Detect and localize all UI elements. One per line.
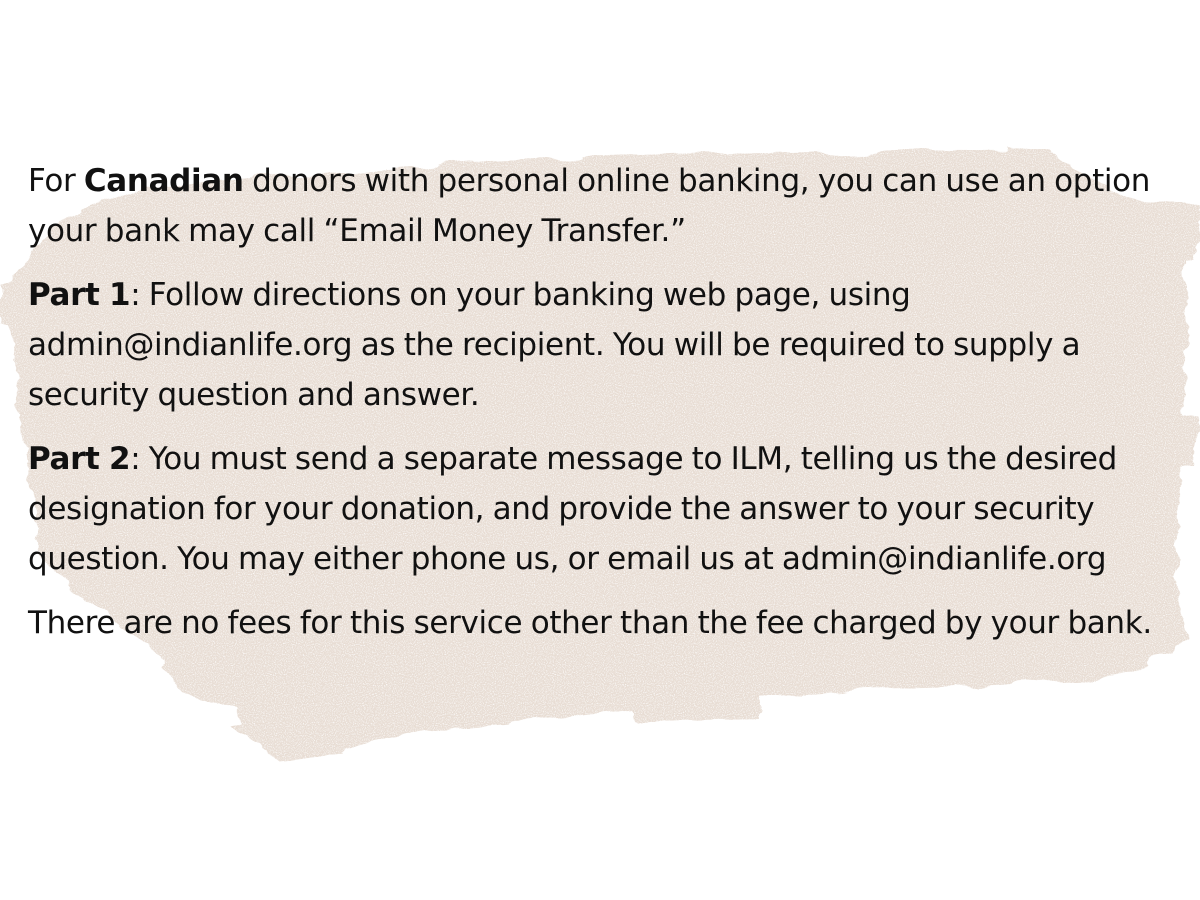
part-2-label: Part 2 [28, 441, 131, 477]
part-1-text: : Follow directions on your banking web page, using admin@indianlife.org as the recipient. You will be required to supply a security question and answer. [28, 277, 1081, 413]
intro-paragraph [28, 156, 1178, 256]
fees-paragraph [28, 598, 1178, 648]
part-2-paragraph [28, 434, 1178, 584]
intro-lead-text: For [28, 163, 84, 199]
canadian-bold-text: Canadian [83, 163, 244, 199]
fees-text: There are no fees for this service other than the fee charged by your bank. [28, 605, 1152, 641]
intro-paragraph-text: donors with personal online banking, you can use an option your bank may call “Email Money Transfer.” [28, 163, 1151, 249]
part-2-text: : You must send a separate message to ILM, telling us the desired designation for your donation, and provide the answer to your security question. You may either phone us, or email us at admin@indianlife.org [28, 441, 1117, 577]
instructions-text [28, 156, 1178, 662]
part-1-label: Part 1 [28, 277, 131, 313]
part-1-paragraph [28, 270, 1178, 420]
